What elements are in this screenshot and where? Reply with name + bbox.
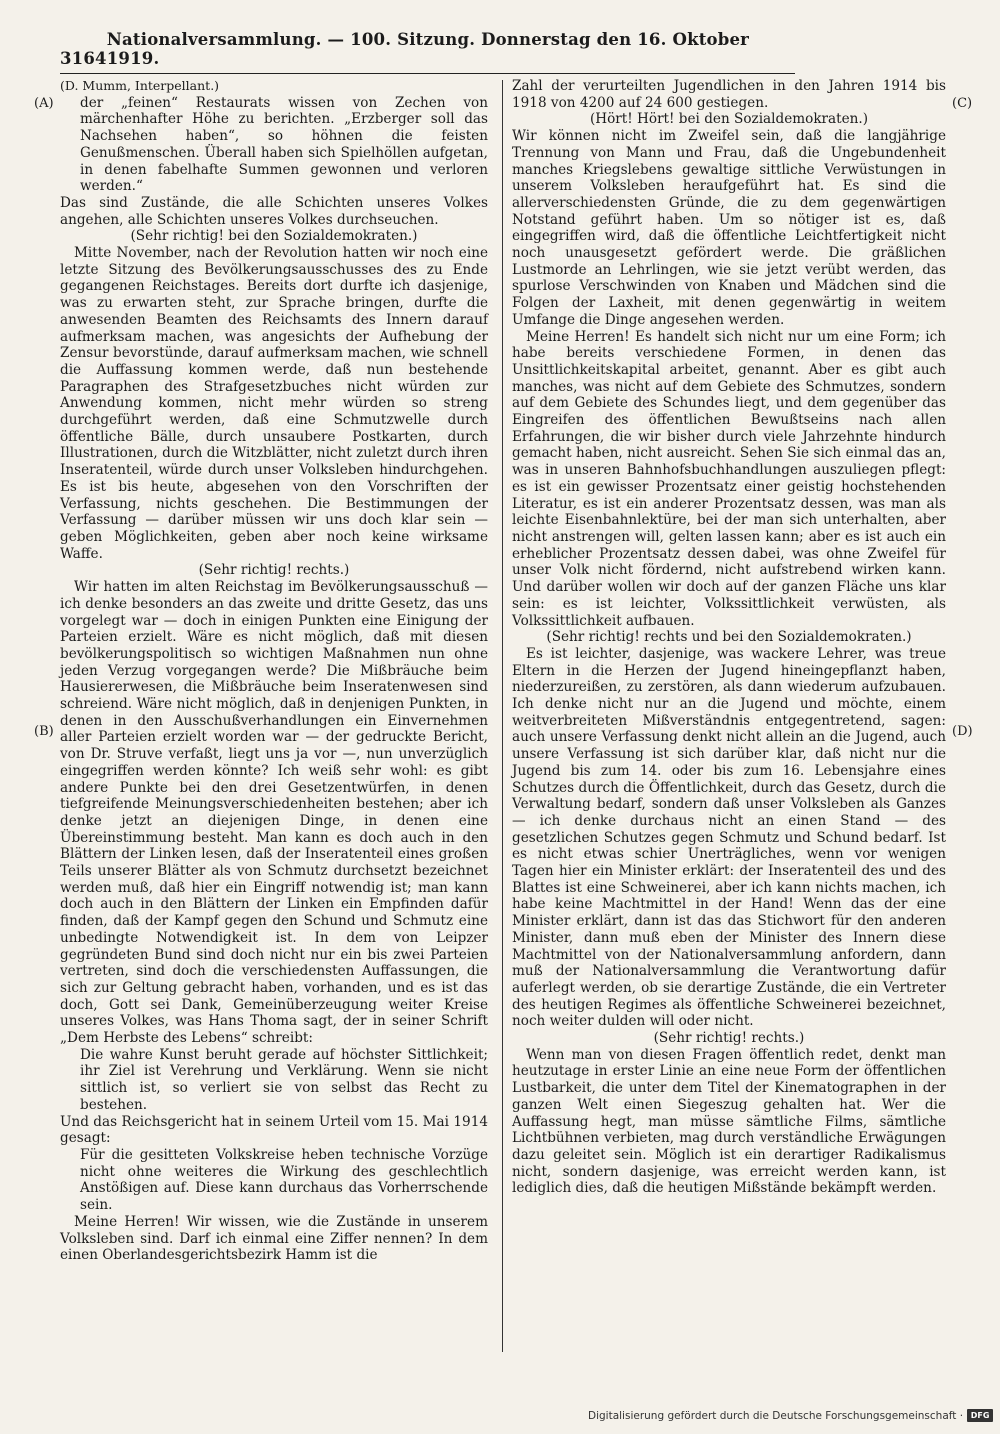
dfg-logo-icon: DFG (967, 1409, 993, 1422)
left-column (60, 78, 488, 1264)
paragraph: Zahl der verurteilten Jugendlichen in den Jahren 1914 bis 1918 von 4200 auf 24 600 gestiegen. (512, 78, 946, 111)
page-number: 3164 (60, 49, 107, 68)
paragraph: Wenn man von diesen Fragen öffentlich redet, denkt man heutzutage in erster Linie an eine neue Form der öffentlichen Lustbarkeit, die unter dem Titel der Kinematographen in der ganzen Welt einen Siegeszug gehalten hat. Wer die Auffassung hegt, man müsse sämtliche Films, sämtliche Lichtbühnen verbieten, mag durch verständliche Erwägungen dazu geleitet sein. Möglich ist ein derartiger Radikalismus nicht, sondern dasjenige, was erreicht werden kann, ist lediglich dies, daß die heutigen Mißstände bekämpft werden. (512, 1046, 946, 1197)
paragraph: (D. Mumm, Interpellant.) (60, 78, 220, 93)
margin-marker-b: (B) (34, 724, 54, 739)
margin-marker-c: (C) (952, 96, 973, 111)
paragraph: (Sehr richtig! bei den Sozialdemokraten.) (130, 228, 418, 245)
margin-marker-a: (A) (34, 96, 54, 111)
paragraph: Mitte November, nach der Revolution hatten wir noch eine letzte Sitzung des Bevölkerungsausschusses des zu Ende gegangenen Reichstages. Bereits dort durfte ich dasjenige, was zu erwarten steht, zur Sprache bringen, durfte die anwesenden Beamten des Reichsamts des Innern darauf aufmerksam machen, was angesichts der Aufhebung der Zensur bevorstünde, darauf aufmerksam machen, wie schnell die Auffassung kommen werde, daß nun bestehende Paragraphen des Strafgesetzbuches nicht würden zur Anwendung kommen, nicht mehr würden so streng durchgeführt werden, daß eine Schmutzwelle durch öffentliche Bälle, durch unsaubere Postkarten, durch Illustrationen, durch die Witzblätter, nicht zuletzt durch ihren Inseratenteil, würde durch unser Volksleben hindurchgehen. Es ist bis heute, abgesehen von den Vorschriften der Verfassung, nichts geschehen. Die Bestimmungen der Verfassung — darüber müssen wir uns doch klar sein — geben Möglichkeiten, geben aber noch keine wirksame Waffe. (60, 245, 488, 562)
paragraph: Wir können nicht im Zweifel sein, daß die langjährige Trennung von Mann und Frau, daß die Ungebundenheit manches Kriegslebens gewaltige sittliche Verwüstungen in unserem Volksleben heraufgeführt hat. Es sind die allerverschiedensten Gründe, die zu dem gegenwärtigen Notstand geführt haben. Um so nötiger ist es, daß eingegriffen wird, daß die öffentliche Leichtfertigkeit nicht noch unausgesetzt gefördert werde. Die gräßlichen Lustmorde an Lehrlingen, wie sie jetzt verübt werden, das spurlose Verschwinden von Knaben und Mädchen sind die Folgen der Laxheit, mit denen gegenwärtig in weitem Umfange die Dinge angesehen werden. (512, 128, 946, 328)
paragraph: Und das Reichsgericht hat in seinem Urteil vom 15. Mai 1914 gesagt: (60, 1113, 488, 1147)
footer (588, 1409, 993, 1422)
paragraph: Die wahre Kunst beruht gerade auf höchster Sittlichkeit; ihr Ziel ist Verehrung und Verklärung. Wenn sie nicht sittlich ist, so verliert sie von selbst das Recht zu bestehen. (80, 1046, 488, 1113)
paragraph: (Sehr richtig! rechts.) (653, 1030, 805, 1047)
paragraph: Meine Herren! Wir wissen, wie die Zustände in unserem Volksleben sind. Darf ich einmal eine Ziffer nennen? In dem einen Oberlandesgerichtsbezirk Hamm ist die (60, 1213, 488, 1264)
paragraph: Es ist leichter, dasjenige, was wackere Lehrer, was treue Eltern in die Herzen der Jugend hineingepflanzt haben, niederzureißen, zu zerstören, als dann wiederum aufzubauen. Ich denke nicht nur an die Jugend und möchte, einem weitverbreiteten Mißverständnis entgegentretend, sagen: auch unsere Verfassung denkt nicht allein an die Jugend, auch unsere Verfassung ist sich darüber klar, daß nicht nur die Jugend bis zum 14. oder bis zum 16. Lebensjahre eines Schutzes durch die Öffentlichkeit, durch das Gesetz, durch die Verwaltung bedarf, sondern daß unser Volksleben als Ganzes — ich denke durchaus nicht an einen Stand — des gesetzlichen Schutzes gegen Schmutz und Schund bedarf. Ist es nicht etwas schier Unerträgliches, wenn vor wenigen Tagen hier ein Minister erklärt: der Inseratenteil des und des Blattes ist eine Schweinerei, aber ich kann nichts machen, ich habe keine Machtmittel in der Hand! Wenn das der eine Minister erklärt, dann ist das das Stichwort für den anderen Minister, dann muß eben der Minister des Innern diese Machtmittel von der Nationalversammlung anfordern, dann muß der Nationalversammlung die Verantwortung dafür auferlegt werden, ob sie derartige Zustände, die ein Vertreter des heutigen Regimes als öffentliche Schweinerei bezeichnet, noch weiter dulden will oder nicht. (512, 645, 946, 1030)
paragraph: Wir hatten im alten Reichstag im Bevölkerungsausschuß — ich denke besonders an das zweite und dritte Gesetz, das uns vorgelegt war — doch in einigen Punkten eine Einigung der Parteien erzielt. Wäre es nicht möglich, daß mit diesen bevölkerungspolitisch so wichtigen Maßnahmen nun ohne jeden Verzug vorgegangen werde? Die Mißbräuche beim Hausiererwesen, die Mißbräuche beim Inseratenwesen sind schreiend. Wäre nicht möglich, daß in denjenigen Punkten, in denen in den Ausschußverhandlungen ein Einvernehmen aller Parteien erzielt worden war — der gedruckte Bericht, von Dr. Struve verfaßt, liegt uns ja vor —, nun unverzüglich eingegriffen werden könnte? Ich weiß sehr wohl: es gibt andere Punkte bei den drei Gesetzentwürfen, in denen tiefgreifende Meinungsverschiedenheiten bestehen; aber ich denke jetzt an diejenigen Dinge, in denen eine Übereinstimmung besteht. Man kann es doch auch in den Blättern der Linken lesen, daß der Inseratenteil eines großen Teils unserer Blätter als von Schmutz durchsetzt bezeichnet werden muß, daß hier ein Eingriff notwendig ist; man kann doch auch in den Blättern der Linken ein Empfinden dafür finden, daß der Kampf gegen den Schund und Schmutz eine unbedingte Notwendigkeit ist. In dem von Leipzer gegründeten Bund sind doch nicht nur ein bis zwei Parteien vertreten, sind doch die verschiedensten Auffassungen, die sich zur Geltung gebracht haben, vorhanden, und es ist das doch, Gott sei Dank, Gemeinüberzeugung weiter Kreise unseres Volkes, was Hans Thoma sagt, der in seiner Schrift „Dem Herbste des Lebens“ schreibt: (60, 579, 488, 1047)
column-rule (502, 80, 503, 1352)
paragraph: Das sind Zustände, die alle Schichten unseres Volkes angehen, alle Schichten unseres Volkes durchseuchen. (60, 194, 488, 228)
paragraph: der „feinen“ Restaurats wissen von Zechen von märchenhafter Höhe zu berichten. „Erzberger soll das Nachsehen haben“, so höhnen die feisten Genußmenschen. Überall haben sich Spielhöllen aufgetan, in denen fabelhafte Summen gewonnen und verloren werden.“ (80, 94, 488, 195)
right-column (512, 78, 946, 1197)
header-rule (60, 73, 795, 74)
footer-text: Digitalisierung gefördert durch die Deutsche Forschungsgemeinschaft · (588, 1409, 964, 1422)
paragraph: (Hört! Hört! bei den Sozialdemokraten.) (589, 111, 869, 128)
paragraph: Für die gesitteten Volkskreise heben technische Vorzüge nicht ohne weiteres die Wirkung des geschlechtlich Anstößigen auf. Diese kann durchaus das Vorherrschende sein. (80, 1147, 488, 1214)
paragraph: (Sehr richtig! rechts.) (198, 562, 350, 579)
paragraph: (Sehr richtig! rechts und bei den Sozialdemokraten.) (546, 629, 912, 646)
paragraph: Meine Herren! Es handelt sich nicht nur um eine Form; ich habe bereits verschiedene Formen, in denen das Unsittlichkeitskapital arbeitet, genannt. Aber es gibt auch manches, was nicht auf dem Gebiete des Schmutzes, sondern auf dem Gebiete des Schundes liegt, und dem gegenüber das Eingreifen des öffentlichen Bewußtseins nach allen Erfahrungen, die wir bisher durch viele Jahrzehnte hindurch gemacht haben, nicht ausreicht. Sehen Sie sich einmal das an, was in unseren Bahnhofsbuchhandlungen auszuliegen pflegt: es ist ein gewisser Prozentsatz einer geistig hochstehenden Literatur, es ist ein anderer Prozentsatz dessen, was man als leichte Eisenbahnlektüre, bei der man sich unterhalten, aber nicht anstrengen will, gelten lassen kann; aber es ist auch ein erheblicher Prozentsatz dessen dabei, was ohne Zweifel für unser Volk nicht fördernd, nicht aufstrebend wirken kann. Und darüber wollen wir doch auf der ganzen Fläche uns klar sein: es ist leichter, Volkssittlichkeit verwüsten, als Volkssittlichkeit aufbauen. (512, 328, 946, 629)
page-header (60, 30, 795, 68)
margin-marker-d: (D) (952, 724, 973, 739)
running-title: Nationalversammlung. — 100. Sitzung. Donnerstag den 16. Oktober 1919. (106, 30, 750, 68)
